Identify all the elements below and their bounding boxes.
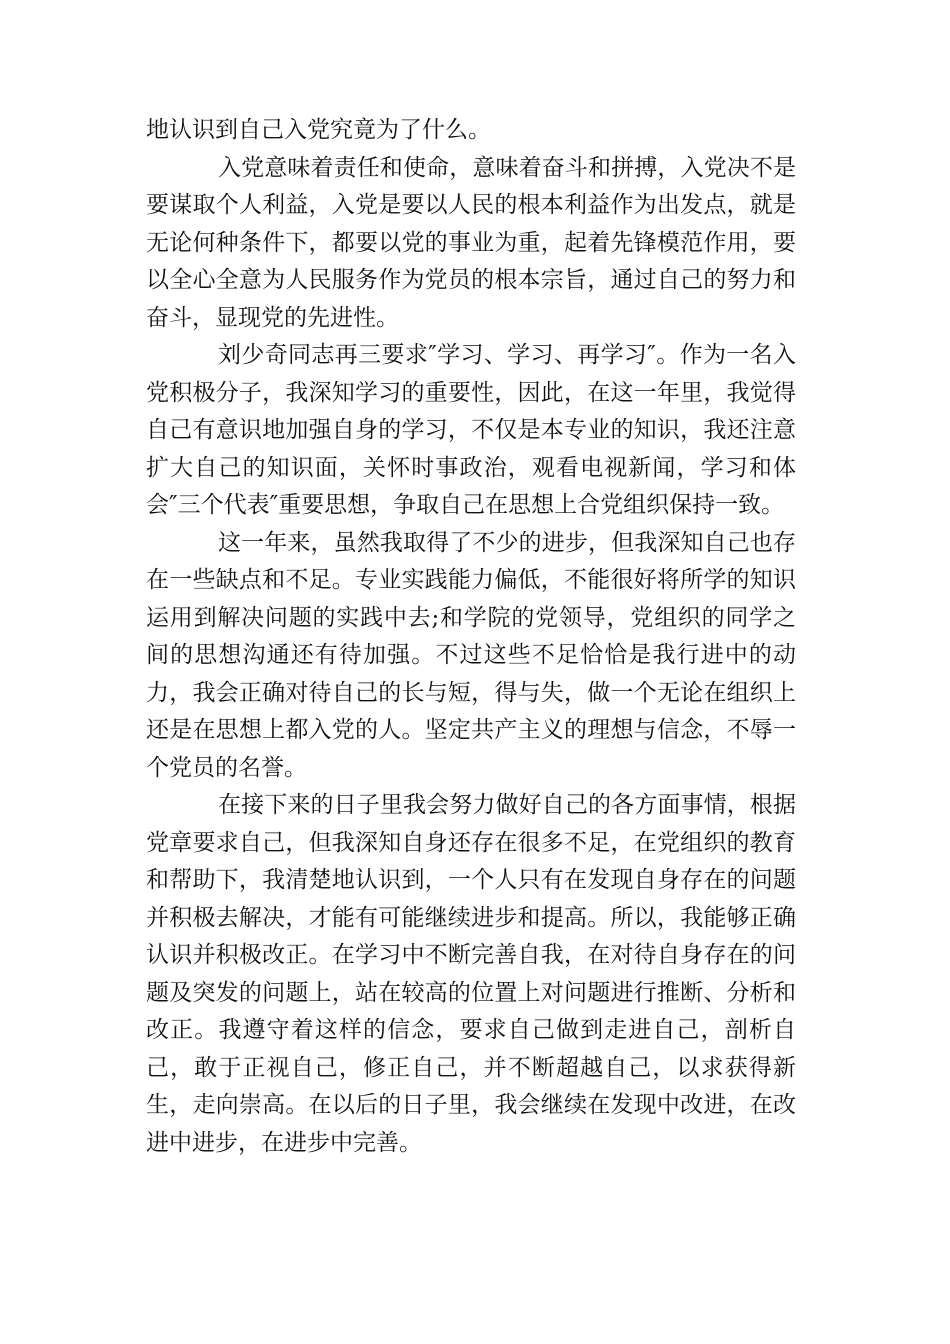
paragraph-study: 刘少奇同志再三要求″学习、学习、再学习″。作为一名入党积极分子，我深知学习的重要性，因此，在这一年里，我觉得自己有意识地加强自身的学习，不仅是本专业的知识，我还注意扩大自己的知识面，关怀时事政治，观看电视新闻，学习和体会″三个代表″重要思想，争取自己在思想上合党组织保持一致。 [146, 342, 796, 518]
paragraph-future-plans: 在接下来的日子里我会努力做好自己的各方面事情，根据党章要求自己，但我深知自身还存在很多不足，在党组织的教育和帮助下，我清楚地认识到，一个人只有在发现自身存在的问题并积极去解决，才能有可能继续进步和提高。所以，我能够正确认识并积极改正。在学习中不断完善自我，在对待自身存在的问题及突发的问题上，站在较高的位置上对问题进行推断、分析和改正。我遵守着这样的信念，要求自己做到走进自己，剖析自己，敢于正视自己，修正自己，并不断超越自己，以求获得新生，走向崇高。在以后的日子里，我会继续在发现中改进，在改进中进步，在进步中完善。 [146, 792, 796, 1156]
paragraph-party-responsibility: 入党意味着责任和使命，意味着奋斗和拼搏，入党决不是要谋取个人利益，入党是要以人民的根本利益作为出发点，就是无论何种条件下，都要以党的事业为重，起着先锋模范作用，要以全心全意为人民服务作为党员的根本宗旨，通过自己的努力和奋斗，显现党的先进性。 [146, 154, 796, 331]
paragraph-continuation: 地认识到自己入党究竟为了什么。 [146, 117, 491, 143]
document-body [146, 112, 796, 1162]
paragraph-shortcomings: 这一年来，虽然我取得了不少的进步，但我深知自己也存在一些缺点和不足。专业实践能力偏低，不能很好将所学的知识运用到解决问题的实践中去;和学院的党领导，党组织的同学之间的思想沟通还有待加强。不过这些不足恰恰是我行进中的动力，我会正确对待自己的长与短，得与失，做一个无论在组织上还是在思想上都入党的人。坚定共产主义的理想与信念，不辱一个党员的名誉。 [146, 529, 796, 781]
